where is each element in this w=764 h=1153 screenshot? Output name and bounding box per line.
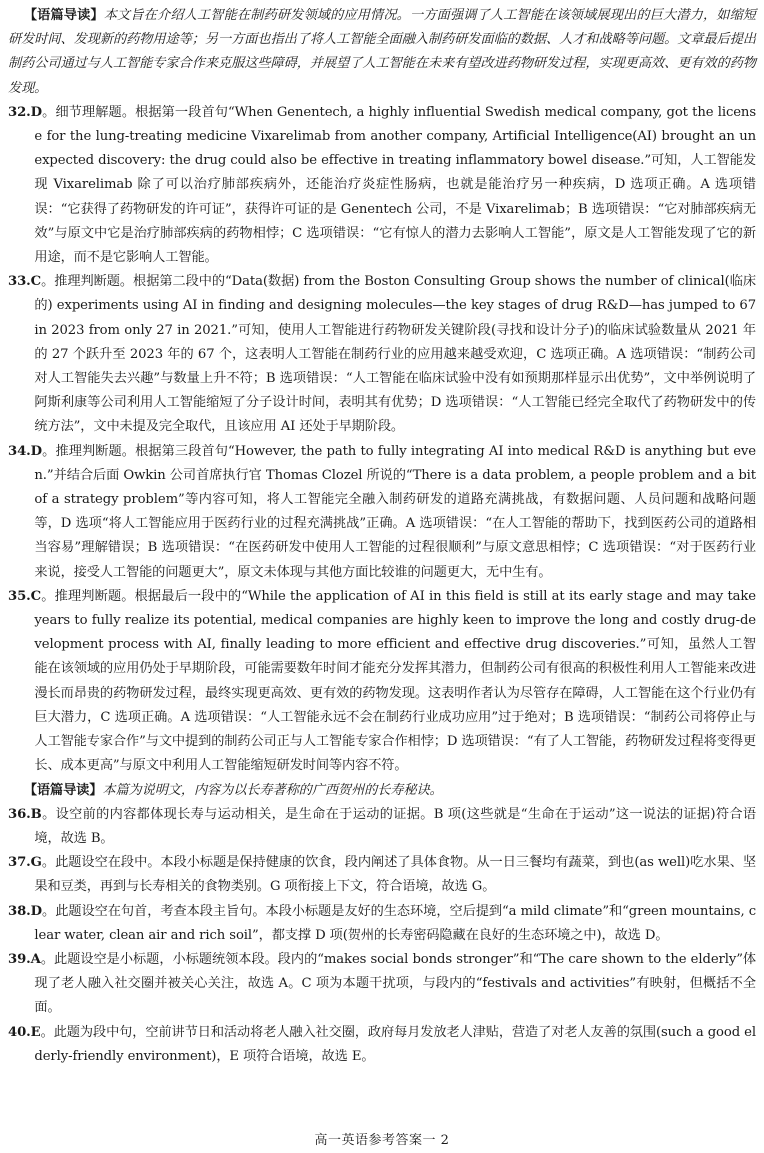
reading-guide-2 bbox=[8, 779, 756, 803]
reading-guide-1 bbox=[8, 4, 756, 101]
answer-item-40 bbox=[8, 1021, 756, 1069]
answer-key: A bbox=[30, 951, 41, 967]
answer-explanation: 。推理判断题。根据最后一段中的“While the application of AI in this field is still at its early stage and may take years to fully realize its potential, medical companies are highly keen to improve the long and costly drug-development process with AI, finally leading to more efficient and effective drug discoveries.”可知，虽然人工智能在该领域的应用仍处于早期阶段，可能需要数年时间才能充分发挥其潜力，但制药公司有很高的积极性利用人工智能来改进漫长而昂贵的药物研发过程，最终实现更高效、更有效的药物发现。这表明作者认为尽管存在障碍，人工智能在这个行业仍有巨大潜力，C 选项正确。A 选项错误：“人工智能永远不会在制药行业成功应用”过于绝对；B 选项错误：“制药公司将停止与人工智能专家合作”与文中提到的制药公司正与人工智能专家合作相悖；D 选项错误：“有了人工智能，药物研发过程将变得更长、成本更高”与原文中利用人工智能缩短研发时间等内容不符。 bbox=[34, 588, 756, 774]
answer-number: 35. bbox=[8, 588, 31, 604]
guide-tag: 【语篇导读】 bbox=[23, 782, 103, 798]
answer-explanation: 。设空前的内容都体现长寿与运动相关，是生命在于运动的证据。B 项(这些就是“生命在于运动”这一说法的证据)符合语境，故选 B。 bbox=[34, 806, 756, 846]
answer-key: D bbox=[30, 903, 42, 919]
answer-number: 38. bbox=[8, 903, 31, 919]
answer-item-33 bbox=[8, 270, 756, 439]
answer-item-35 bbox=[8, 585, 756, 779]
answer-key: G bbox=[30, 855, 42, 871]
answer-explanation: 。此题设空在句首，考查本段主旨句。本段小标题是友好的生态环境，空后提到“a mild climate”和“green mountains, clear water, clean air and rich soil”，都支撑 D 项(贺州的长寿密码隐藏在良好的生态环境之中)，故选 D。 bbox=[34, 903, 756, 943]
answer-page bbox=[8, 4, 756, 1153]
answer-explanation: 。此题设空在段中。本段小标题是保持健康的饮食，段内阐述了具体食物。从一日三餐均有蔬菜，到也(as well)吃水果、坚果和豆类，再到与长寿相关的食物类别。G 项衔接上下文，符合语境，故选 G。 bbox=[34, 855, 756, 895]
answer-item-38 bbox=[8, 900, 756, 948]
guide-text: 本文旨在介绍人工智能在制药研发领域的应用情况。一方面强调了人工智能在该领域展现出的巨大潜力，如缩短研发时间、发现新的药物用途等；另一方面也指出了将人工智能全面融入制药研发面临的数据、人才和战略等问题。文章最后提出制药公司通过与人工智能专家合作来克服这些障碍，并展望了人工智能在未来有望改进药物研发过程，实现更高效、更有效的药物发现。 bbox=[8, 8, 756, 96]
answer-key: D bbox=[30, 443, 42, 459]
answer-key: D bbox=[30, 104, 42, 120]
answer-explanation: 。细节理解题。根据第一段首句“When Genentech, a highly influential Swedish medical company, got the license for the lung-treating medicine Vixarelimab from another company, Artificial Intelligence(AI) brought an unexpected discovery: the drug could also be effective in treating inflammatory bowel disease.”可知，人工智能发现 Vixarelimab 除了可以治疗肺部疾病外，还能治疗炎症性肠病，也就是能治疗另一种疾病，D 选项正确。A 选项错误：“它获得了药物研发的许可证”，获得许可证的是 Genentech 公司，不是 Vixarelimab；B 选项错误：“它对肺部疾病无效”与原文中它是治疗肺部疾病的药物相悖；C 选项错误：“它有惊人的潜力去影响人工智能”，原文是人工智能发现了它的新用途，而不是它影响人工智能。 bbox=[34, 104, 756, 266]
answer-explanation: 。此题设空是小标题，小标题统领本段。段内的“makes social bonds stronger”和“The care shown to the elderly”体现了老人融入社交圈并被关心关注，故选 A。C 项为本题干扰项，与段内的“festivals and activities”有映射，但概括不全面。 bbox=[34, 951, 756, 1016]
answer-key: C bbox=[30, 274, 42, 290]
guide-tag: 【语篇导读】 bbox=[23, 8, 104, 23]
answer-key: B bbox=[30, 806, 42, 822]
guide-text: 本篇为说明文，内容为以长寿著称的广西贺州的长寿秘诀。 bbox=[102, 782, 443, 798]
answer-item-34 bbox=[8, 440, 756, 585]
answer-key: C bbox=[30, 588, 42, 604]
answer-item-32 bbox=[8, 101, 756, 270]
answer-number: 34. bbox=[8, 443, 31, 459]
answer-number: 32. bbox=[8, 104, 31, 120]
answer-key: E bbox=[30, 1024, 41, 1040]
answer-item-37 bbox=[8, 851, 756, 899]
answer-item-36 bbox=[8, 803, 756, 851]
answer-explanation: 。此题为段中句，空前讲节日和活动将老人融入社交圈，政府每月发放老人津贴，营造了对老人友善的氛围(such a good elderly-friendly environment)，E 项符合语境，故选 E。 bbox=[34, 1024, 756, 1064]
answer-explanation: 。推理判断题。根据第二段中的“Data(数据) from the Boston Consulting Group shows the number of clinical(临床的) experiments using AI in finding and designing molecules—the key stages of drug R&D—has jumped to 67 in 2023 from only 27 in 2021.”可知，使用人工智能进行药物研发关键阶段(寻找和设计分子)的临床试验数量从 2021 年的 27 个跃升至 2023 年的 67 个，这表明人工智能在制药行业的应用越来越受欢迎，C 选项正确。A 选项错误：“制药公司对人工智能失去兴趣”与数量上升不符；B 选项错误：“人工智能在临床试验中没有如预期那样显示出优势”，文中举例说明了阿斯利康等公司利用人工智能缩短了分子设计时间，表明其有优势；D 选项错误：“人工智能已经完全取代了药物研发中的传统方法”，文中未提及完全取代，且该应用 AI 还处于早期阶段。 bbox=[34, 274, 756, 435]
answer-item-39 bbox=[8, 948, 756, 1021]
answer-number: 40. bbox=[8, 1024, 31, 1040]
answer-explanation: 。推理判断题。根据第三段首句“However, the path to fully integrating AI into medical R&D is anything but even.”并结合后面 Owkin 公司首席执行官 Thomas Clozel 所说的“There is a data problem, a people problem and a bit of a strategy problem”等内容可知，将人工智能完全融入制药研发的道路充满挑战，有数据问题、人员问题和战略问题等，D 选项“将人工智能应用于医药行业的过程充满挑战”正确。A 选项错误：“在人工智能的帮助下，找到医药公司的道路相当容易”理解错误；B 选项错误：“在医药研发中使用人工智能的过程很顺利”与原文意思相悖；C 选项错误：“对于医药行业来说，接受人工智能的问题更大”，原文未体现与其他方面比较谁的问题更大，无中生有。 bbox=[34, 443, 756, 580]
answer-number: 36. bbox=[8, 806, 31, 822]
answer-number: 33. bbox=[8, 274, 31, 290]
page-footer: 高一英语参考答案一 2 bbox=[314, 1133, 450, 1148]
answer-number: 37. bbox=[8, 855, 31, 871]
answer-number: 39. bbox=[8, 951, 31, 967]
